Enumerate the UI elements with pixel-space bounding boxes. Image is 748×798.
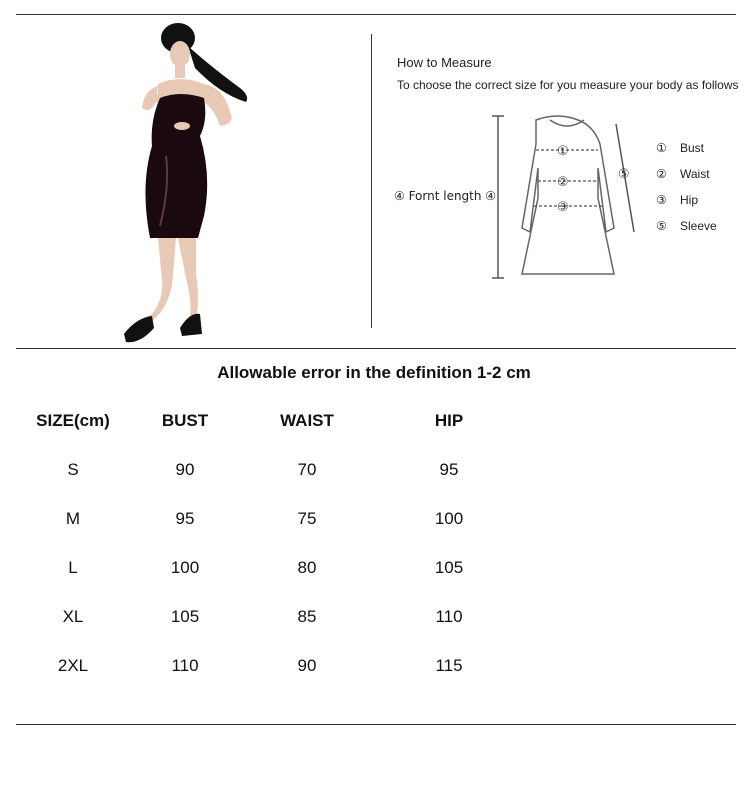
cell-bust: 110 — [171, 655, 199, 675]
cell-hip: 115 — [435, 655, 463, 675]
vertical-divider — [371, 34, 372, 328]
cell-waist: 80 — [297, 557, 317, 577]
cell-size: XL — [62, 606, 84, 626]
allowable-error-note: Allowable error in the definition 1-2 cm — [217, 363, 531, 382]
cell-bust: 90 — [175, 459, 195, 479]
table-row — [16, 543, 524, 592]
how-to-measure-subtitle: To choose the correct size for you measure your body as follows — [397, 78, 739, 92]
cell-bust: 100 — [170, 557, 200, 577]
header-size: SIZE(cm) — [36, 411, 110, 430]
table-row — [16, 641, 524, 690]
sleeve-mark: ⑤ — [618, 167, 630, 182]
table-row — [16, 592, 524, 641]
cell-hip: 100 — [434, 508, 464, 528]
table-header-row — [16, 397, 524, 445]
cell-size: M — [65, 508, 81, 528]
table-row — [16, 494, 524, 543]
cell-bust: 105 — [170, 606, 200, 626]
bust-mark: ① — [557, 144, 569, 159]
header-bust: BUST — [161, 411, 209, 430]
product-photo — [100, 16, 260, 346]
legend-item: ⑤ Sleeve — [656, 219, 717, 233]
measurement-legend — [656, 138, 717, 242]
how-to-measure-title: How to Measure — [397, 55, 492, 70]
front-length-label: ④ Fornt length ④ — [394, 189, 497, 203]
cell-size: 2XL — [57, 655, 89, 675]
table-row — [16, 445, 524, 494]
header-hip: HIP — [434, 411, 464, 430]
size-chart-table — [16, 397, 524, 690]
middle-divider — [16, 348, 736, 349]
legend-item: ② Waist — [656, 167, 710, 181]
legend-item: ③ Hip — [656, 193, 699, 207]
legend-item: ① Bust — [656, 141, 705, 155]
cell-waist: 90 — [297, 655, 317, 675]
cell-bust: 95 — [175, 508, 195, 528]
cell-hip: 110 — [435, 606, 463, 626]
cell-hip: 95 — [439, 459, 459, 479]
hip-mark: ③ — [557, 200, 569, 215]
cell-size: S — [67, 459, 79, 479]
cell-waist: 70 — [297, 459, 317, 479]
top-divider — [16, 14, 736, 15]
cell-waist: 75 — [297, 508, 317, 528]
bottom-divider — [16, 724, 736, 725]
cell-waist: 85 — [297, 606, 317, 626]
waist-mark: ② — [557, 175, 569, 190]
cell-hip: 105 — [434, 557, 464, 577]
header-waist: WAIST — [280, 411, 334, 430]
cell-size: L — [68, 557, 78, 577]
